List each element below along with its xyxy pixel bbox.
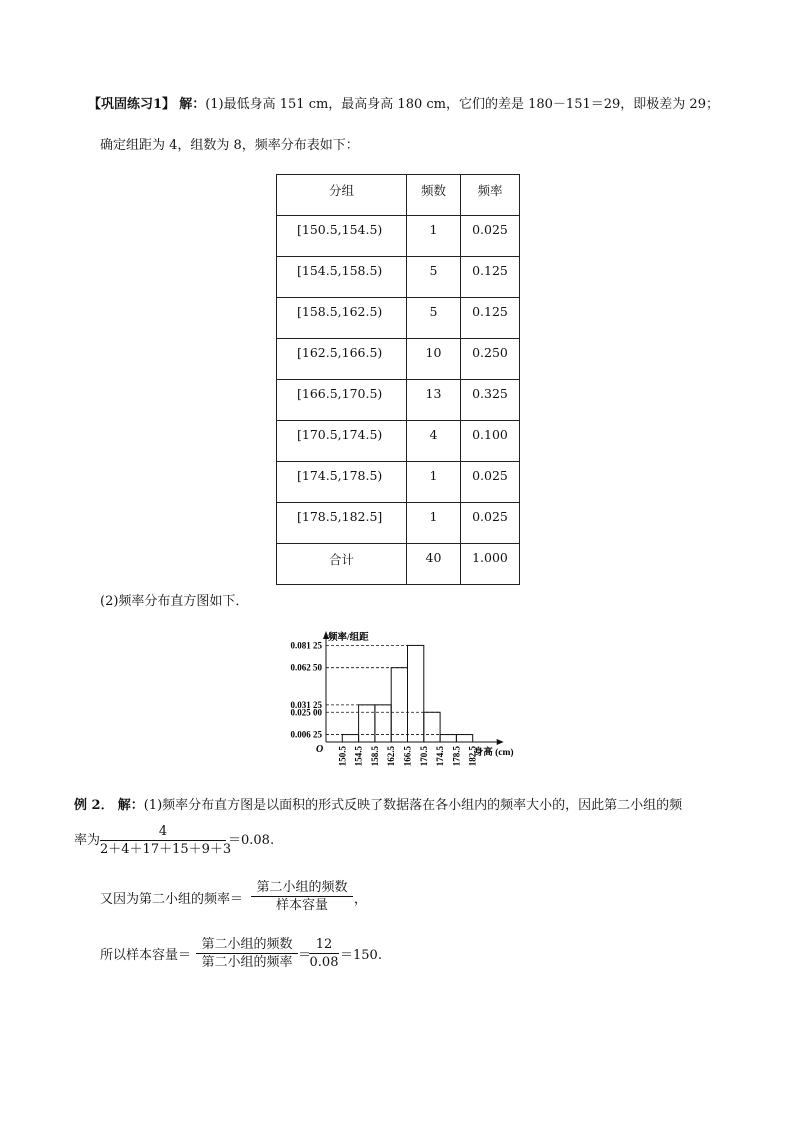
exercise-text: (1)最低身高 151 cm，最高身高 180 cm，它们的差是 180－151＝29，即极差为 29；	[205, 97, 719, 112]
histogram-bar	[424, 712, 440, 742]
table-cell: 0.025	[461, 503, 520, 544]
fraction-4-numerator: 12	[309, 937, 339, 954]
table-cell: [178.5,182.5]	[277, 503, 407, 544]
x-tick-label: 170.5	[418, 746, 429, 767]
table-header-row	[277, 175, 520, 216]
x-tick-label: 178.5	[451, 746, 462, 767]
header-cell: 分组	[277, 175, 407, 216]
table-cell: 0.325	[461, 380, 520, 421]
table-cell: [162.5,166.5)	[277, 339, 407, 380]
table-cell: [158.5,162.5)	[277, 298, 407, 339]
table-row	[277, 339, 520, 380]
histogram-bar	[440, 735, 456, 742]
exercise-label: 【巩固练习1】	[88, 97, 176, 112]
x-axis-label: 身高 (cm)	[473, 748, 514, 758]
histogram-bar	[375, 705, 391, 742]
x-tick-label: 154.5	[353, 746, 364, 767]
table-cell: [166.5,170.5)	[277, 380, 407, 421]
table-cell: 1	[407, 503, 461, 544]
y-axis-label: 频率/组距	[328, 633, 369, 643]
fraction-1	[100, 824, 232, 857]
histogram-intro-text: (2)频率分布直方图如下．	[100, 594, 249, 609]
x-tick-label: 150.5	[337, 746, 348, 767]
histogram-bar	[342, 735, 358, 742]
exercise-paragraph	[88, 97, 719, 113]
y-tick-label: 0.062 50	[290, 662, 322, 673]
table-total-row	[277, 544, 520, 585]
x-axis-arrow	[497, 739, 504, 745]
table-cell: 1	[407, 462, 461, 503]
header-cell: 频率	[461, 175, 520, 216]
example2-line4-mid: ＝	[298, 948, 312, 963]
fraction-2	[251, 880, 353, 913]
example2-line1	[74, 798, 682, 814]
header-cell: 频数	[407, 175, 461, 216]
table-cell: 0.125	[461, 257, 520, 298]
example2-line2-suffix: ＝0.08.	[228, 833, 275, 848]
table-row	[277, 257, 520, 298]
example2-line3-suffix: ，	[354, 892, 368, 907]
table-cell: 10	[407, 339, 461, 380]
table-cell: [170.5,174.5)	[277, 421, 407, 462]
fraction-1-numerator: 4	[100, 824, 226, 841]
table-cell: [174.5,178.5)	[277, 462, 407, 503]
group-intro-text: 确定组距为 4，组数为 8，频率分布表如下：	[100, 138, 359, 153]
y-tick-label: 0.006 25	[290, 729, 322, 740]
fraction-4-denominator: 0.08	[309, 955, 339, 970]
example2-line4-suffix: ＝150.	[340, 948, 382, 963]
table-cell: 0.100	[461, 421, 520, 462]
solution-lead: 解：	[179, 97, 206, 112]
table-cell: 0.025	[461, 216, 520, 257]
example2-line4-prefix: 所以样本容量＝	[100, 948, 192, 963]
table-cell: 0.250	[461, 339, 520, 380]
table-cell: 4	[407, 421, 461, 462]
fraction-1-denominator: 2＋4＋17＋15＋9＋3	[100, 842, 232, 857]
y-tick-label: 0.081 25	[290, 640, 322, 651]
y-tick-label: 0.025 00	[290, 707, 322, 718]
example2-text: (1)频率分布直方图是以面积的形式反映了数据落在各小组内的频率大小的，因此第二小组的频	[143, 798, 683, 813]
x-tick-label: 158.5	[369, 746, 380, 767]
frequency-histogram	[270, 625, 570, 775]
table-row	[277, 421, 520, 462]
x-tick-label: 166.5	[402, 746, 413, 767]
example2-line3-prefix: 又因为第二小组的频率＝	[100, 892, 244, 907]
table-cell: [150.5,154.5)	[277, 216, 407, 257]
histogram-bar	[359, 705, 375, 742]
table-cell: 5	[407, 298, 461, 339]
table-cell: [154.5,158.5)	[277, 257, 407, 298]
histogram-bar	[408, 645, 424, 742]
table-cell: 合计	[277, 544, 407, 585]
origin-label: O	[316, 744, 324, 755]
example2-label: 例 2．	[74, 798, 114, 813]
table-row	[277, 503, 520, 544]
table-row	[277, 462, 520, 503]
table-cell: 13	[407, 380, 461, 421]
histogram-bar	[456, 735, 472, 742]
fraction-2-numerator: 第二小组的频数	[251, 880, 353, 897]
table-cell: 5	[407, 257, 461, 298]
table-cell: 0.125	[461, 298, 520, 339]
fraction-4	[309, 937, 339, 970]
table-row	[277, 216, 520, 257]
example2-line2-prefix: 率为	[74, 833, 101, 848]
y-tick-label: 0.031 25	[290, 699, 322, 710]
x-tick-label: 174.5	[435, 746, 446, 767]
table-cell: 1.000	[461, 544, 520, 585]
histogram-bar	[391, 668, 407, 742]
frequency-table	[276, 174, 520, 585]
fraction-3-numerator: 第二小组的频数	[196, 937, 298, 954]
table-row	[277, 298, 520, 339]
table-row	[277, 380, 520, 421]
x-tick-label: 162.5	[386, 746, 397, 767]
table-cell: 0.025	[461, 462, 520, 503]
fraction-3	[196, 937, 298, 970]
example2-lead: 解：	[117, 798, 144, 813]
table-cell: 1	[407, 216, 461, 257]
fraction-3-denominator: 第二小组的频率	[201, 955, 293, 970]
x-tick-label: 182.5	[467, 746, 478, 767]
table-cell: 40	[407, 544, 461, 585]
fraction-2-denominator: 样本容量	[275, 898, 328, 913]
